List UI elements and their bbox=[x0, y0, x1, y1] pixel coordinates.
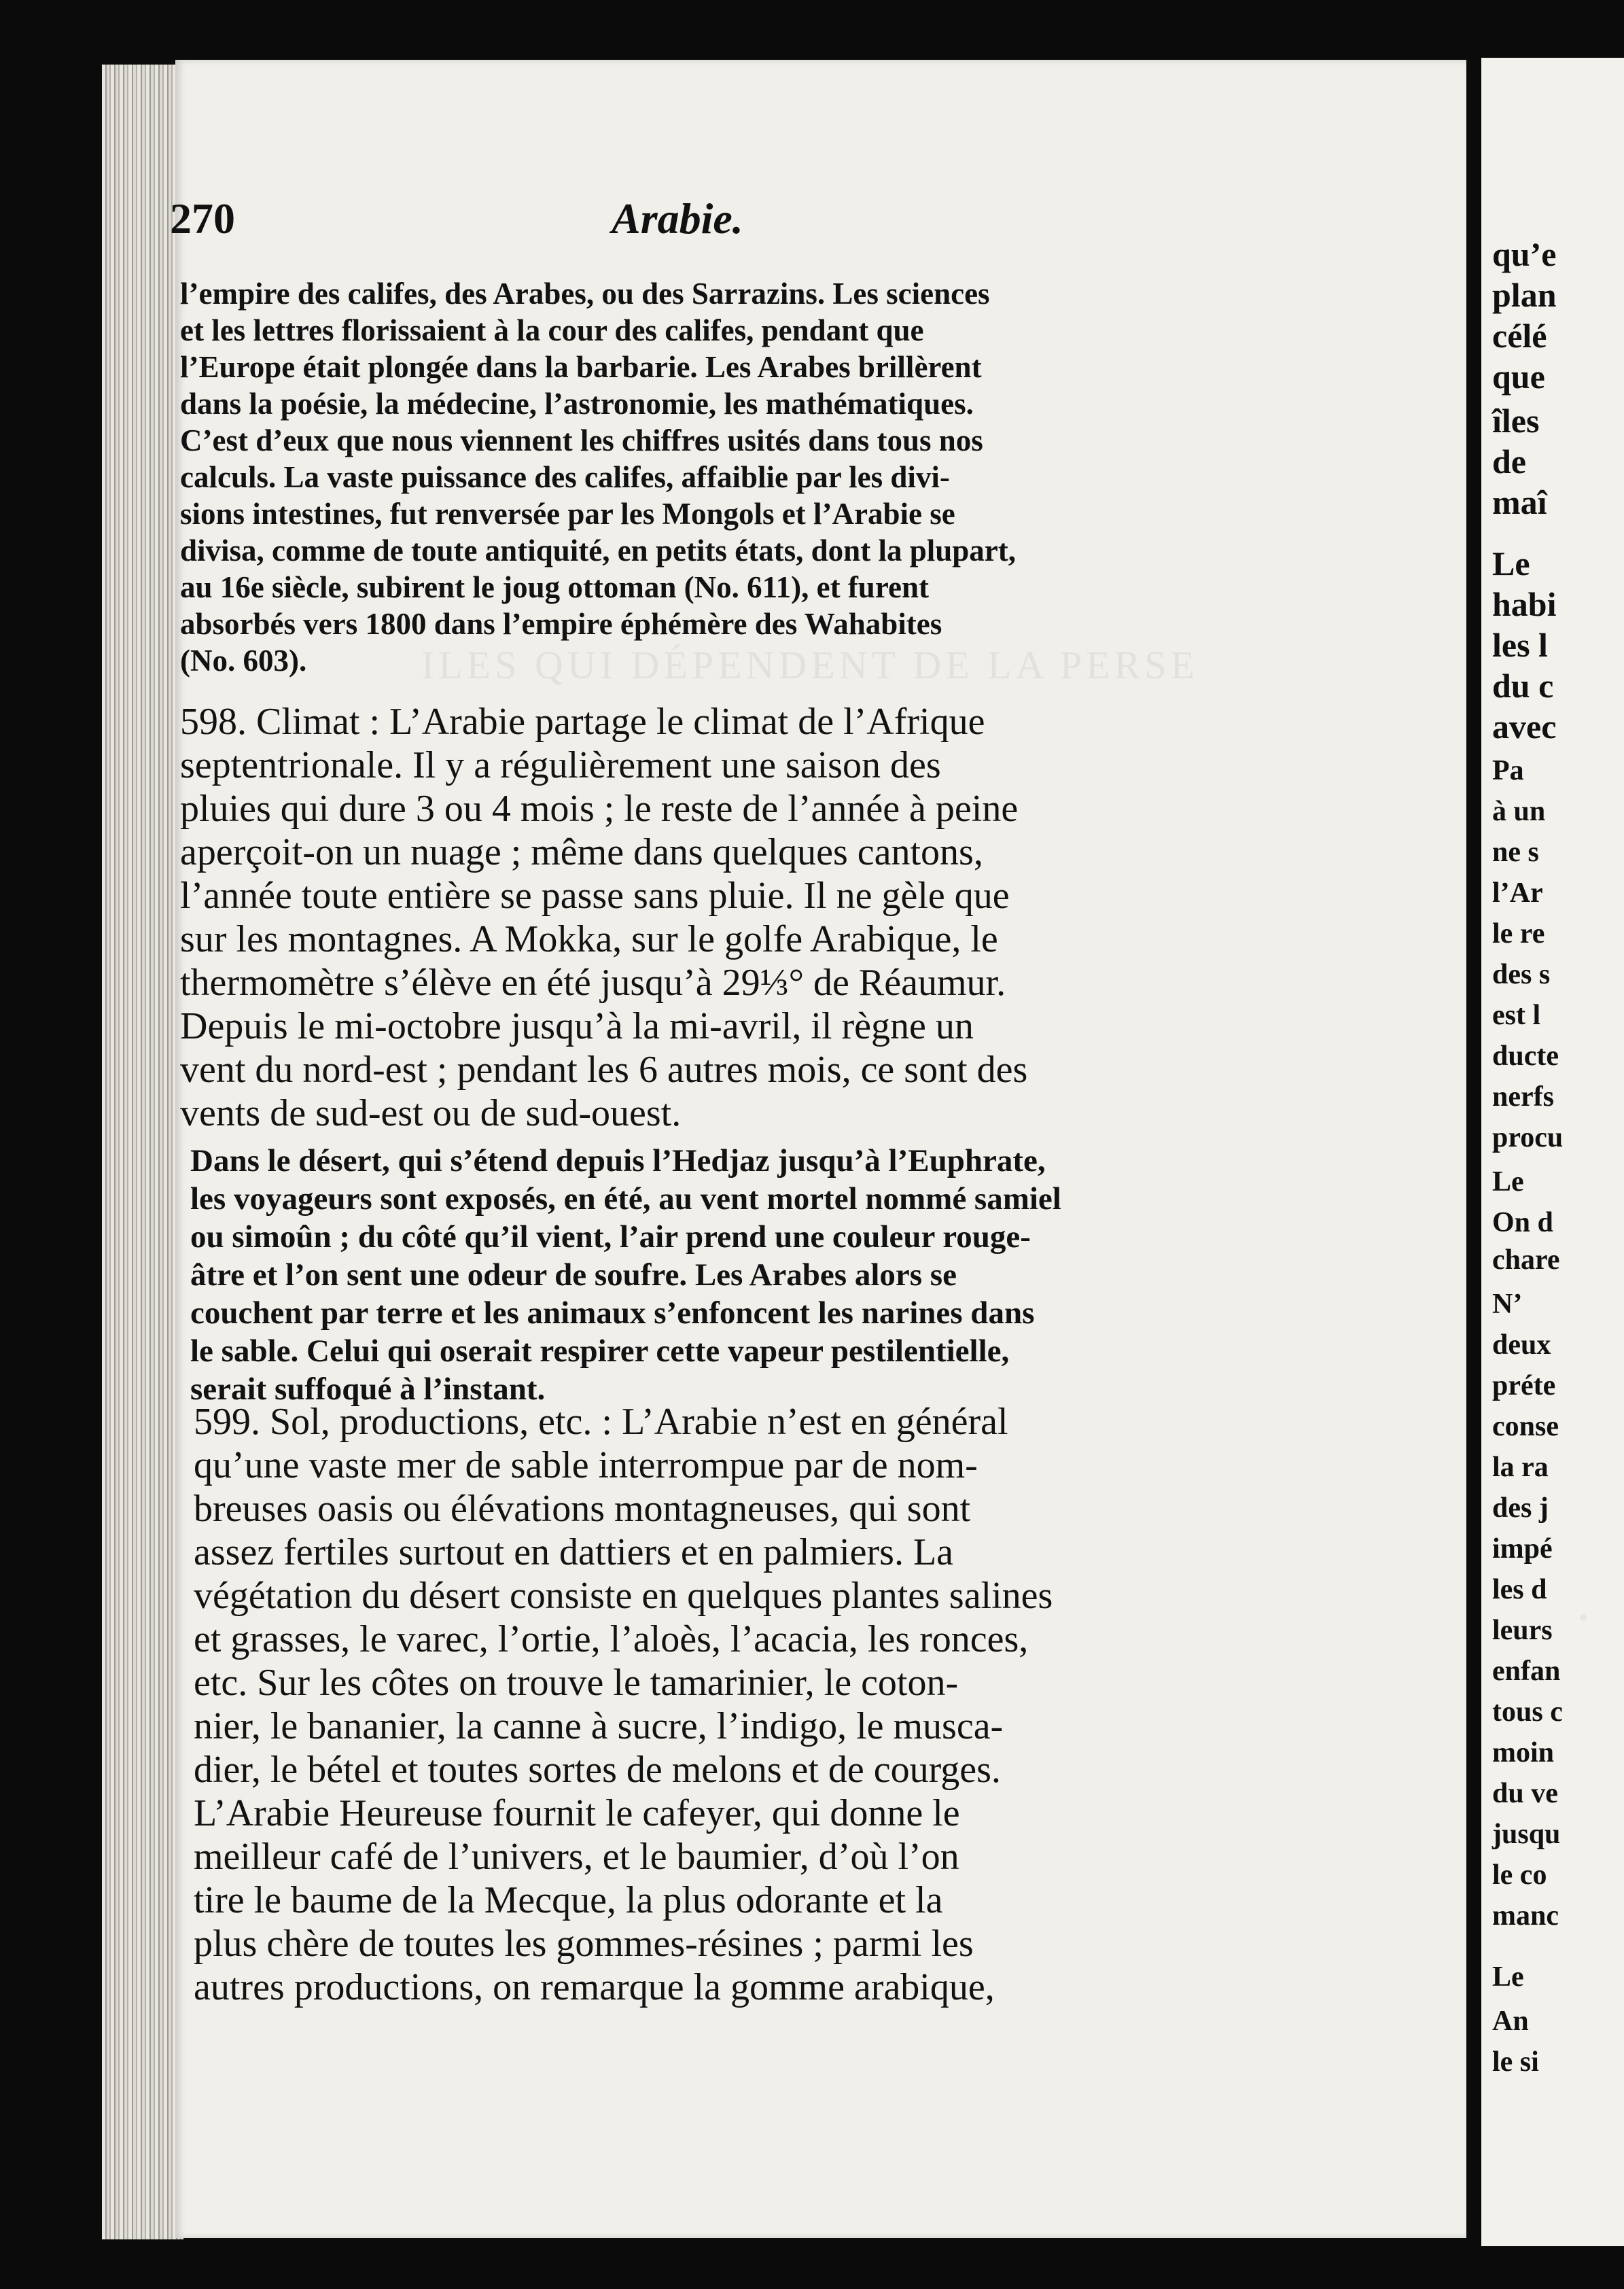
para-desert-line: couchent par terre et les animaux s’enfoncent les narines dans bbox=[190, 1295, 1035, 1331]
right-page-fragment: Le bbox=[1492, 1961, 1524, 1993]
right-page-fragment: à un bbox=[1492, 796, 1546, 827]
right-page-fragment: que bbox=[1492, 357, 1545, 396]
para-599-line: nier, le bananier, la canne à sucre, l’indigo, le musca- bbox=[194, 1705, 1004, 1747]
right-page-fragment: conse bbox=[1492, 1411, 1559, 1442]
right-page-fragment: le re bbox=[1492, 918, 1545, 949]
para-598-line: l’année toute entière se passe sans pluie. Il ne gèle que bbox=[180, 875, 1010, 917]
right-page-fragment: de bbox=[1492, 442, 1526, 480]
right-page-fragment: des s bbox=[1492, 959, 1551, 990]
para-desert-line: le sable. Celui qui oserait respirer cette vapeur pestilentielle, bbox=[190, 1333, 1010, 1369]
right-page-fragment: An bbox=[1492, 2006, 1529, 2037]
bleed-through-text: ILES QUI DÉPENDENT DE LA PERSE bbox=[421, 643, 1199, 687]
paragraph-desert-note bbox=[190, 1142, 1400, 1408]
right-page-fragment: nerfs bbox=[1492, 1081, 1554, 1113]
right-page-fragment: manc bbox=[1492, 1900, 1559, 1932]
para-599-line: autres productions, on remarque la gomme arabique, bbox=[194, 1966, 995, 2008]
para-1-line: calculs. La vaste puissance des califes, affaiblie par les divi- bbox=[180, 460, 950, 494]
right-page-fragment: leurs bbox=[1492, 1615, 1553, 1646]
right-page-fragment: le si bbox=[1492, 2046, 1539, 2078]
para-598-line: aperçoit-on un nuage ; même dans quelques cantons, bbox=[180, 831, 983, 873]
para-599-line: breuses oasis ou élévations montagneuses, qui sont bbox=[194, 1488, 971, 1530]
right-page-fragment: du c bbox=[1492, 667, 1554, 705]
para-desert-line: Dans le désert, qui s’étend depuis l’Hedjaz jusqu’à l’Euphrate, bbox=[190, 1143, 1046, 1178]
paragraph-599-sol-productions bbox=[194, 1400, 1417, 2009]
right-page-fragment: jusqu bbox=[1492, 1819, 1561, 1850]
para-598-line: sur les montagnes. A Mokka, sur le golfe Arabique, le bbox=[180, 918, 998, 960]
right-page-fragment: préte bbox=[1492, 1370, 1556, 1401]
right-page-fragment: deux bbox=[1492, 1329, 1551, 1361]
right-page-fragment: Pa bbox=[1492, 755, 1524, 786]
para-598-line: vent du nord-est ; pendant les 6 autres mois, ce sont des bbox=[180, 1049, 1028, 1091]
page-number: 270 bbox=[170, 194, 235, 243]
paper-spot bbox=[1580, 1614, 1587, 1621]
para-599-line: L’Arabie Heureuse fournit le cafeyer, qui donne le bbox=[194, 1792, 960, 1834]
right-page-fragment: la ra bbox=[1492, 1452, 1549, 1483]
right-page-fragment: tous c bbox=[1492, 1696, 1563, 1728]
right-page-fragment: du ve bbox=[1492, 1778, 1558, 1809]
right-page-fragment: les l bbox=[1492, 626, 1548, 664]
para-1-line: C’est d’eux que nous viennent les chiffres usités dans tous nos bbox=[180, 423, 983, 457]
right-page-fragment: impé bbox=[1492, 1533, 1553, 1565]
para-598-line: thermomètre s’élève en été jusqu’à 29⅓° de Réaumur. bbox=[180, 962, 1006, 1004]
para-1-line: (No. 603). bbox=[180, 644, 307, 678]
para-1-line: l’Europe était plongée dans la barbarie. Les Arabes brillèrent bbox=[180, 350, 982, 384]
page-header bbox=[0, 194, 1624, 248]
para-599-line: tire le baume de la Mecque, la plus odorante et la bbox=[194, 1879, 943, 1921]
right-page-fragment: On d bbox=[1492, 1207, 1553, 1238]
para-1-line: dans la poésie, la médecine, l’astronomie, les mathématiques. bbox=[180, 387, 974, 421]
right-page-fragment: moin bbox=[1492, 1737, 1555, 1768]
right-page-fragment: ducte bbox=[1492, 1041, 1559, 1072]
right-page-fragment: habi bbox=[1492, 585, 1557, 623]
para-598-line: Depuis le mi-octobre jusqu’à la mi-avril, il règne un bbox=[180, 1005, 974, 1047]
right-page-fragment: Le bbox=[1492, 1166, 1524, 1198]
right-page-fragment: avec bbox=[1492, 707, 1557, 746]
right-page-fragment: l’Ar bbox=[1492, 877, 1543, 909]
right-page-fragment: procu bbox=[1492, 1122, 1564, 1153]
para-1-line: absorbés vers 1800 dans l’empire éphémère des Wahabites bbox=[180, 607, 942, 641]
para-1-line: divisa, comme de toute antiquité, en petits états, dont la plupart, bbox=[180, 534, 1016, 567]
para-598-line: septentrionale. Il y a régulièrement une saison des bbox=[180, 744, 941, 786]
para-599-line: meilleur café de l’univers, et le baumier, d’où l’on bbox=[194, 1836, 959, 1878]
book-page-stack-edge bbox=[102, 65, 183, 2239]
right-page-fragment: des j bbox=[1492, 1492, 1549, 1524]
para-599-line: végétation du désert consiste en quelques plantes salines bbox=[194, 1575, 1053, 1617]
para-1-line: et les lettres florissaient à la cour des califes, pendant que bbox=[180, 313, 924, 347]
right-page-fragment: îles bbox=[1492, 402, 1540, 440]
para-1-line: au 16e siècle, subirent le joug ottoman (No. 611), et furent bbox=[180, 570, 929, 604]
right-page-fragment: ne s bbox=[1492, 837, 1539, 868]
para-599-line: dier, le bétel et toutes sortes de melons et de courges. bbox=[194, 1749, 1001, 1791]
para-599-line: assez fertiles surtout en dattiers et en palmiers. La bbox=[194, 1531, 954, 1573]
para-598-line: 598. Climat : L’Arabie partage le climat de l’Afrique bbox=[180, 701, 985, 743]
paragraph-598-climat bbox=[180, 700, 1396, 1135]
para-1-line: sions intestines, fut renversée par les Mongols et l’Arabie se bbox=[180, 497, 955, 531]
para-1-line: l’empire des califes, des Arabes, ou des Sarrazins. Les sciences bbox=[180, 277, 990, 311]
right-page-fragment: enfan bbox=[1492, 1656, 1561, 1687]
para-desert-line: les voyageurs sont exposés, en été, au vent mortel nommé samiel bbox=[190, 1181, 1061, 1217]
right-page-fragment: plan bbox=[1492, 276, 1557, 314]
para-599-line: 599. Sol, productions, etc. : L’Arabie n’est en général bbox=[194, 1401, 1008, 1443]
para-desert-line: ou simoûn ; du côté qu’il vient, l’air prend une couleur rouge- bbox=[190, 1219, 1031, 1255]
right-page-fragment: célé bbox=[1492, 317, 1547, 355]
right-page-fragment: le co bbox=[1492, 1859, 1547, 1891]
para-599-line: qu’une vaste mer de sable interrompue par de nom- bbox=[194, 1444, 978, 1486]
para-599-line: plus chère de toutes les gommes-résines ; parmi les bbox=[194, 1923, 974, 1965]
para-598-line: vents de sud-est ou de sud-ouest. bbox=[180, 1092, 682, 1134]
para-599-line: etc. Sur les côtes on trouve le tamarinier, le coton- bbox=[194, 1662, 959, 1704]
right-page-fragment: N’ bbox=[1492, 1289, 1523, 1320]
para-599-line: et grasses, le varec, l’ortie, l’aloès, l’acacia, les ronces, bbox=[194, 1618, 1029, 1660]
right-page-fragment: chare bbox=[1492, 1244, 1560, 1276]
paragraph-continued bbox=[180, 275, 1396, 679]
para-desert-line: serait suffoqué à l’instant. bbox=[190, 1371, 546, 1407]
para-desert-line: âtre et l’on sent une odeur de soufre. Les Arabes alors se bbox=[190, 1257, 957, 1293]
right-page-fragment: est l bbox=[1492, 1000, 1541, 1031]
right-page-fragment: les d bbox=[1492, 1574, 1547, 1605]
para-598-line: pluies qui dure 3 ou 4 mois ; le reste de l’année à peine bbox=[180, 788, 1019, 830]
right-page-fragment: Le bbox=[1492, 544, 1530, 582]
right-page-fragment: maî bbox=[1492, 483, 1547, 521]
right-page-edge bbox=[1481, 58, 1624, 2246]
right-page-fragment: qu’e bbox=[1492, 235, 1557, 273]
running-title: Arabie. bbox=[612, 194, 743, 243]
